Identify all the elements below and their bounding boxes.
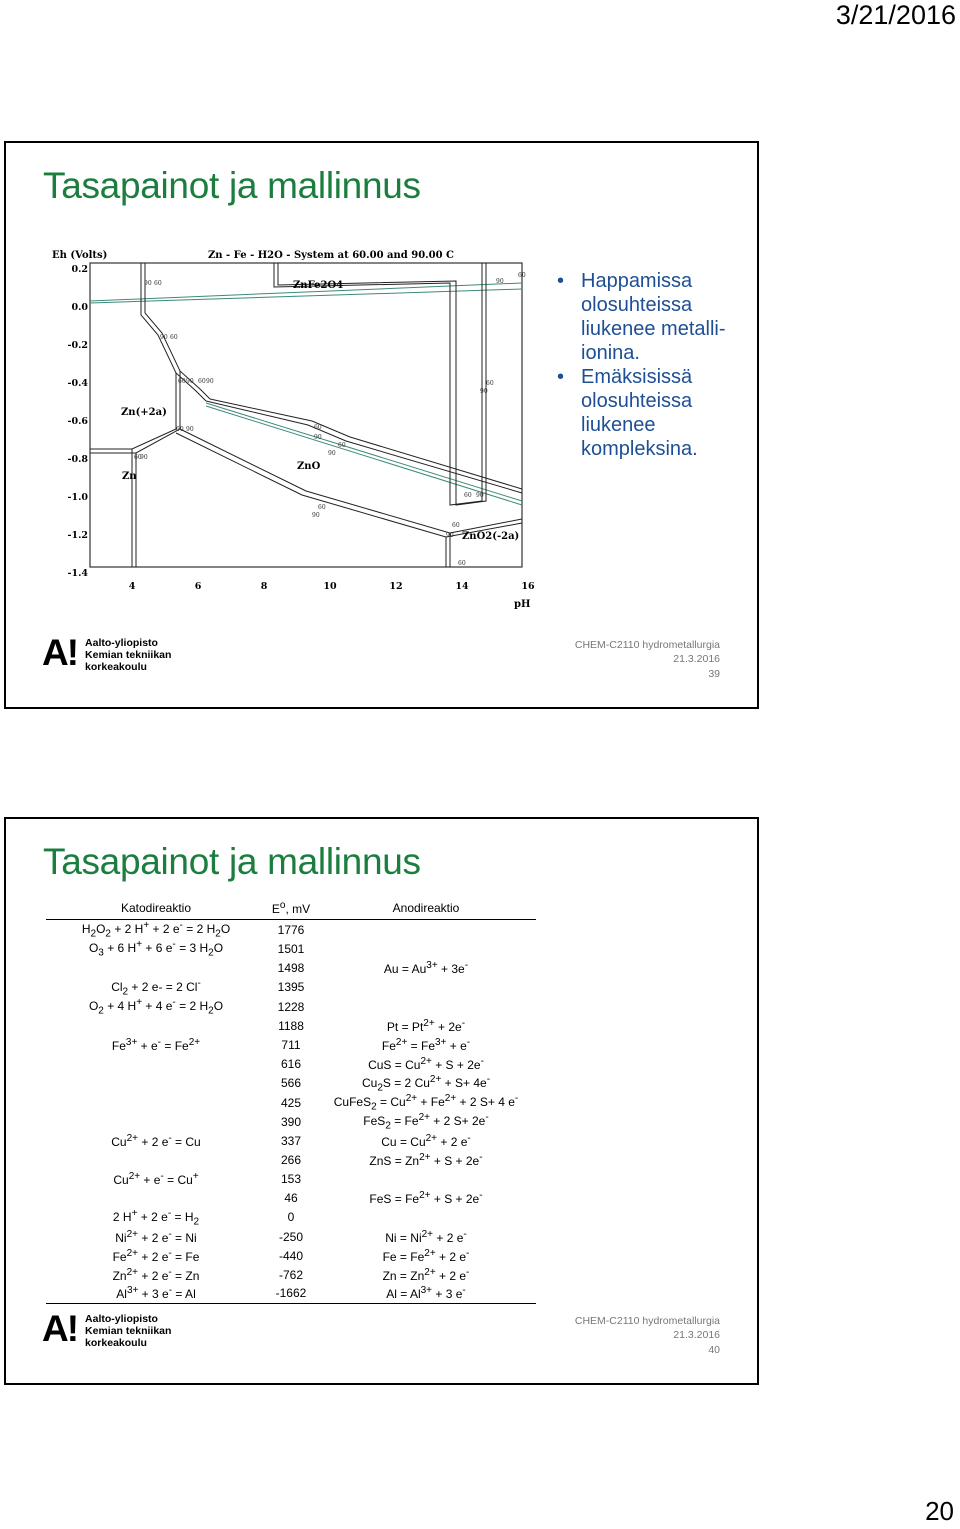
diagram-title: Zn - Fe - H2O - System at 60.00 and 90.00 C bbox=[208, 250, 455, 261]
table-row bbox=[46, 1132, 536, 1151]
x-tick-label: 8 bbox=[260, 581, 268, 592]
x-tick-label: 6 bbox=[194, 581, 202, 592]
header-cathodic: Katodireaktio bbox=[46, 898, 266, 920]
cell-anodic bbox=[316, 939, 536, 958]
pourbaix-diagram bbox=[46, 243, 538, 618]
cell-anodic: $Cu = Cu^{2+} + 2$ e- bbox=[381, 1133, 471, 1150]
slide-title: Tasapainot ja mallinnus bbox=[43, 841, 421, 882]
water-line-upper-90 bbox=[90, 289, 522, 303]
cell-anodic: ZnS = $Zn^{2+} + S + 2e^-$ bbox=[369, 1152, 483, 1169]
region-labels bbox=[121, 280, 519, 542]
cell-e0: 0 bbox=[287, 1210, 295, 1225]
aalto-logo bbox=[42, 1308, 172, 1349]
table-body bbox=[46, 920, 536, 1304]
footer-slide-number: 40 bbox=[708, 1343, 720, 1356]
x-tick-label: 12 bbox=[389, 581, 403, 592]
region-label-zn: Zn bbox=[122, 471, 137, 482]
cell-anodic: $Cu_2S = 2$ $Cu^{2+} + S+ 4e^-$ bbox=[361, 1073, 491, 1093]
y-tick-label: -0.8 bbox=[67, 454, 88, 465]
page-number: 20 bbox=[925, 1496, 954, 1526]
cell-anodic bbox=[316, 978, 536, 997]
cell-cathodic bbox=[46, 959, 266, 978]
y-tick-label: -0.6 bbox=[67, 416, 88, 427]
cell-anodic: $FeS_2 = Fe^{2+} + 2$ S+ 2e- bbox=[363, 1112, 489, 1132]
cell-e0: 153 bbox=[280, 1172, 302, 1187]
curve-label: 90 bbox=[446, 532, 454, 539]
table-row bbox=[46, 1036, 536, 1055]
cell-cathodic: 2 H+ + 2 $e^- = H_2$ bbox=[112, 1207, 200, 1228]
logo-line: korkeakoulu bbox=[85, 661, 147, 673]
cell-anodic: $Au = Au^{3+} + 3e^-$ bbox=[383, 960, 469, 977]
cell-anodic: CuFeS$_2$ = $Cu^{2+} + Fe^{2+} + 2$ S+ 4 e- bbox=[333, 1092, 519, 1113]
region-label-zn2a: Zn(+2a) bbox=[121, 407, 167, 418]
table-row bbox=[46, 978, 536, 997]
cell-anodic bbox=[316, 997, 536, 1016]
cell-cathodic: $Cl_2 + 2$ e- = 2 Cl- bbox=[111, 977, 201, 998]
logo-line: Aalto-yliopisto bbox=[85, 1313, 158, 1325]
footer-course: CHEM-C2110 hydrometallurgia bbox=[574, 1314, 720, 1327]
curve-label: 90 bbox=[186, 426, 194, 433]
table-row bbox=[46, 920, 536, 940]
y-tick-label: -0.4 bbox=[67, 378, 88, 389]
table-row bbox=[46, 939, 536, 958]
table-row bbox=[46, 1246, 536, 1265]
cell-e0: 1501 bbox=[277, 942, 305, 957]
table-row bbox=[46, 1074, 536, 1093]
cell-e0: 425 bbox=[280, 1095, 302, 1110]
curve-label: 60 bbox=[458, 560, 466, 567]
cell-anodic: FeS = $Fe^{2+} + S + 2e^-$ bbox=[369, 1190, 483, 1207]
cell-cathodic: $Al^{3+} + 3$ e- = Al bbox=[46, 1284, 266, 1303]
table-row bbox=[46, 1017, 536, 1036]
y-tick-labels bbox=[68, 264, 89, 579]
curve-label: 60 bbox=[314, 424, 322, 431]
logo-line: Kemian tekniikan bbox=[85, 1325, 172, 1337]
cell-e0: -250 bbox=[278, 1229, 304, 1244]
cell-e0: 46 bbox=[284, 1191, 298, 1206]
curve-label: 60 bbox=[518, 272, 526, 279]
cell-cathodic bbox=[46, 1151, 266, 1170]
footer-slide-number: 39 bbox=[708, 667, 720, 680]
cell-e0: 616 bbox=[280, 1057, 302, 1072]
cell-e0: 1776 bbox=[277, 922, 305, 937]
cell-e0: -762 bbox=[278, 1267, 304, 1282]
logo-line: korkeakoulu bbox=[85, 1337, 147, 1349]
water-line-lower-90 bbox=[206, 406, 522, 505]
footer-date: 21.3.2016 bbox=[673, 1329, 720, 1341]
bullet-list bbox=[551, 269, 741, 461]
table-row bbox=[46, 959, 536, 978]
curve-label: 90 bbox=[328, 450, 336, 457]
curve-label: 90 bbox=[206, 378, 214, 385]
cell-cathodic: $H_2O_2 + 2$ H+ + 2 e- = 2 $H_2O$ bbox=[81, 920, 231, 940]
table-row bbox=[46, 1208, 536, 1227]
boundary-zno-zn-b bbox=[176, 433, 446, 567]
curve-label: 90 bbox=[480, 388, 488, 395]
slide-39 bbox=[4, 141, 759, 709]
y-tick-label: 0.0 bbox=[71, 302, 88, 313]
y-tick-label: -1.2 bbox=[67, 530, 88, 541]
cell-anodic: CuS = $Cu^{2+} + S + 2e^-$ bbox=[368, 1056, 484, 1073]
curve-label: 90 bbox=[140, 454, 148, 461]
logo-text bbox=[85, 1313, 171, 1349]
cell-cathodic: $Fe^{3+} + e^- = Fe^{2+}$ bbox=[111, 1037, 201, 1054]
table-row bbox=[46, 1265, 536, 1284]
cell-cathodic bbox=[46, 1112, 266, 1131]
logo-mark: A! bbox=[42, 632, 78, 673]
cell-cathodic bbox=[46, 1093, 266, 1112]
boundary-znfe2o4-zno-a bbox=[206, 401, 522, 493]
curve-label: 60 bbox=[318, 504, 326, 511]
pourbaix-diagram-svg bbox=[46, 243, 538, 618]
header-e0: $E^o$, mV bbox=[266, 898, 316, 920]
cell-anodic: $Pt = Pt^{2+} + 2e^-$ bbox=[386, 1018, 466, 1035]
water-line-lower-60 bbox=[206, 403, 522, 501]
cell-e0: 337 bbox=[280, 1134, 302, 1149]
table-row bbox=[46, 1227, 536, 1246]
logo-text bbox=[85, 637, 171, 673]
cell-cathodic: $O_2 + 4$ H+ + 4 e- = 2 $H_2O$ bbox=[88, 997, 224, 1017]
region-label-znfe2o4: ZnFe2O4 bbox=[293, 280, 344, 291]
table-row bbox=[46, 1093, 536, 1112]
y-tick-label: -1.0 bbox=[67, 492, 88, 503]
curve-label: 60 bbox=[154, 280, 162, 287]
cell-anodic bbox=[316, 1208, 536, 1227]
cell-cathodic bbox=[46, 1055, 266, 1074]
header-anodic: Anodireaktio bbox=[316, 898, 536, 920]
cell-anodic: $Ni = Ni^{2+} + 2$ e- bbox=[385, 1228, 467, 1245]
cell-e0: 390 bbox=[280, 1115, 302, 1130]
x-tick-labels bbox=[129, 581, 535, 592]
region-label-zno2: ZnO2(-2a) bbox=[462, 531, 520, 542]
y-tick-label: -0.2 bbox=[67, 340, 88, 351]
cell-cathodic bbox=[46, 1074, 266, 1093]
curve-label: 60 bbox=[486, 380, 494, 387]
page-date: 3/21/2016 bbox=[835, 0, 956, 30]
logo-mark: A! bbox=[42, 1308, 78, 1349]
region-label-zno: ZnO bbox=[297, 461, 321, 472]
curve-label: 60 bbox=[178, 378, 186, 385]
cell-e0: -1662 bbox=[266, 1284, 316, 1303]
cell-cathodic: $Ni^{2+} + 2$ e- = Ni bbox=[115, 1228, 197, 1245]
table-row bbox=[46, 1055, 536, 1074]
cell-anodic bbox=[316, 1170, 536, 1189]
y-axis-label: Eh (Volts) bbox=[52, 250, 108, 261]
y-tick-label: -1.4 bbox=[67, 568, 88, 579]
table-row bbox=[46, 1112, 536, 1131]
slide-title: Tasapainot ja mallinnus bbox=[43, 165, 421, 206]
table-row bbox=[46, 1170, 536, 1189]
logo-line: Kemian tekniikan bbox=[85, 649, 172, 661]
cell-e0: 566 bbox=[280, 1076, 302, 1091]
cell-cathodic bbox=[46, 1189, 266, 1208]
curve-label: 90 bbox=[186, 378, 194, 385]
curve-labels bbox=[134, 272, 526, 567]
cell-cathodic: $Cu^{2+} + e^- = Cu^+$ bbox=[113, 1171, 199, 1188]
curve-label: 60 bbox=[134, 454, 142, 461]
slide-footer bbox=[575, 638, 720, 682]
redox-potential-table-wrap bbox=[46, 898, 536, 1304]
cell-e0: 1228 bbox=[277, 999, 305, 1014]
curve-label: 60 bbox=[170, 334, 178, 341]
slide-footer bbox=[575, 1314, 720, 1358]
bullet-item: • Happamissa olosuhteissa liukenee metalli-ionina. bbox=[551, 269, 741, 365]
bullet-item: • Emäksisissä olosuhteissa liukenee kompleksina. bbox=[551, 365, 741, 461]
curve-label: 60 bbox=[452, 522, 460, 529]
cell-e0: 711 bbox=[281, 1038, 301, 1053]
x-tick-label: 14 bbox=[455, 581, 469, 592]
x-tick-label: 10 bbox=[323, 581, 337, 592]
logo-line: Aalto-yliopisto bbox=[85, 637, 158, 649]
redox-potential-table bbox=[46, 898, 536, 1304]
curve-label: 60 bbox=[176, 426, 184, 433]
cell-e0: -440 bbox=[278, 1248, 304, 1263]
table-row bbox=[46, 997, 536, 1016]
slide-40 bbox=[4, 817, 759, 1385]
curve-label: 60 bbox=[198, 378, 206, 385]
curve-label: 60 bbox=[464, 492, 472, 499]
cell-e0: 1188 bbox=[278, 1019, 304, 1034]
curve-label: 90 bbox=[312, 512, 320, 519]
x-axis-label: pH bbox=[514, 599, 531, 610]
curve-label: 90 bbox=[314, 434, 322, 441]
curve-label: 90 bbox=[144, 280, 152, 287]
cell-cathodic: $Cu^{2+} + 2$ e- = Cu bbox=[111, 1133, 201, 1150]
cell-anodic bbox=[316, 920, 536, 940]
boundary-zno-zn-a bbox=[180, 429, 450, 567]
x-tick-label: 4 bbox=[128, 581, 136, 592]
cell-cathodic: $O_3 + 6$ H+ + 6 e- = 3 $H_2O$ bbox=[88, 939, 224, 959]
cell-cathodic: $Fe^{2+} + 2$ e- = Fe bbox=[112, 1247, 200, 1264]
cell-anodic: $Al = Al^{3+} + 3$ e- bbox=[316, 1284, 536, 1303]
x-tick-label: 16 bbox=[521, 581, 535, 592]
curve-label: 60 bbox=[338, 442, 346, 449]
y-tick-label: 0.2 bbox=[71, 264, 88, 275]
table-header-row bbox=[46, 898, 536, 920]
table-row bbox=[46, 1151, 536, 1170]
table-row bbox=[46, 1284, 536, 1303]
cell-e0: 266 bbox=[280, 1153, 302, 1168]
cell-cathodic: $Zn^{2+} + 2$ e- = Zn bbox=[112, 1266, 200, 1283]
curve-label: 90 bbox=[160, 334, 168, 341]
cell-anodic: $Fe^{2+} = Fe^{3+} + e^-$ bbox=[381, 1037, 471, 1054]
cell-cathodic bbox=[46, 1017, 266, 1036]
cell-e0: 1395 bbox=[277, 980, 305, 995]
curve-label: 90 bbox=[496, 278, 504, 285]
footer-course: CHEM-C2110 hydrometallurgia bbox=[574, 638, 720, 651]
cell-anodic: $Zn = Zn^{2+} + 2$ e- bbox=[382, 1266, 470, 1283]
curve-label: 90 bbox=[476, 492, 484, 499]
footer-date: 21.3.2016 bbox=[673, 653, 720, 665]
cell-anodic: $Fe = Fe^{2+} + 2$ e- bbox=[382, 1247, 470, 1264]
table-row bbox=[46, 1189, 536, 1208]
aalto-logo bbox=[42, 632, 172, 673]
cell-e0: 1498 bbox=[277, 961, 305, 976]
